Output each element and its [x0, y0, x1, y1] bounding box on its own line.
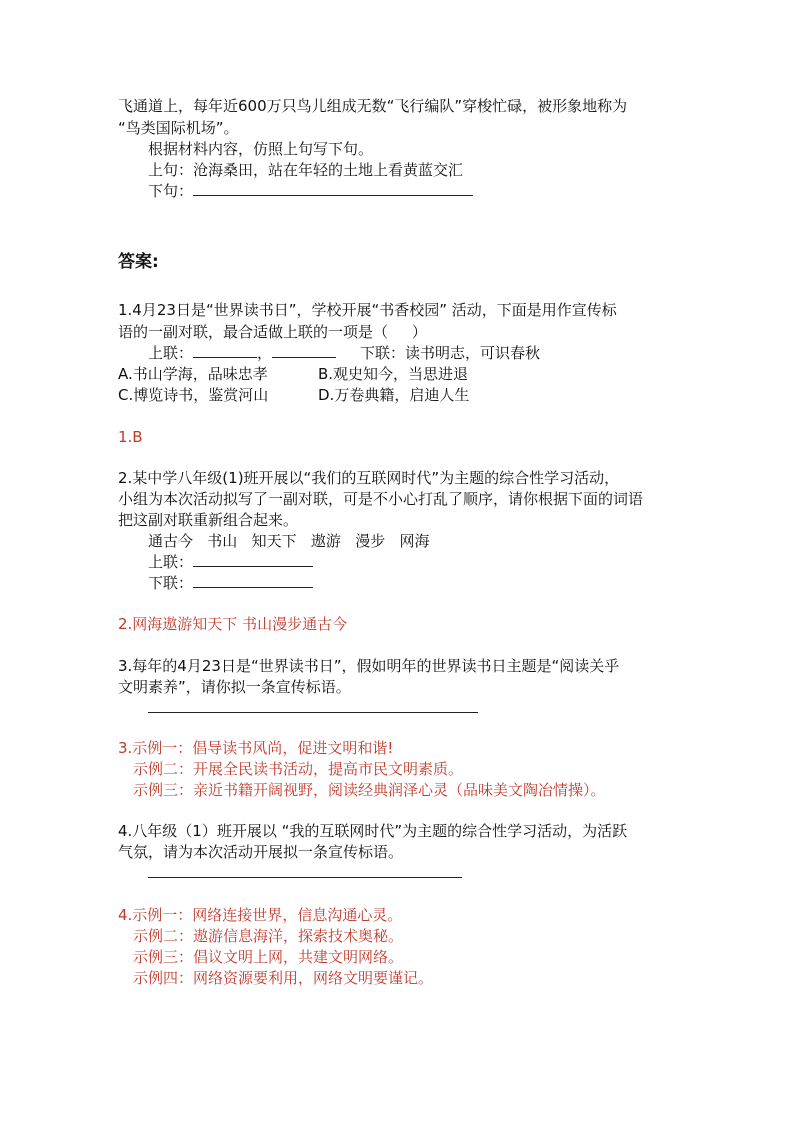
q4-blank-line: [148, 863, 462, 883]
answer-blank: [148, 698, 478, 713]
q1-answer: 1.B: [118, 428, 143, 446]
q1-option-a: A.书山学海，品味忠孝: [118, 365, 268, 383]
q1-line-2: 语的一副对联，最合适做上联的一项是（ ）: [118, 323, 427, 341]
q4-answer-1: 4.示例一：网络连接世界，信息沟通心灵。: [118, 906, 403, 924]
q2-line-2: 小组为本次活动拟写了一副对联，可是不小心打乱了顺序，请你根据下面的词语: [118, 490, 644, 508]
q2-word-list: 通古今 书山 知天下 遨游 漫步 网海: [148, 532, 430, 550]
intro-line-1: 飞通道上，每年近600万只鸟儿组成无数“飞行编队”穿梭忙碌，被形象地称为: [118, 97, 628, 115]
q4-answer-3: 示例三：倡议文明上网，共建文明网络。: [133, 948, 404, 966]
q1-option-d: D.万卷典籍，启迪人生: [318, 386, 470, 404]
q2-upper-label: 上联：: [148, 553, 194, 571]
answers-heading: 答案:: [118, 252, 159, 272]
q3-answer-1: 3.示例一：倡导读书风尚，促进文明和谐!: [118, 739, 394, 757]
q3-blank-line: [148, 698, 478, 718]
q2-line-1: 2.某中学八年级(1)班开展以“我们的互联网时代”为主题的综合性学习活动，: [118, 469, 620, 487]
answer-blank: [148, 863, 462, 878]
answer-blank: [193, 552, 313, 567]
q1-option-c: C.博览诗书，鉴赏河山: [118, 386, 269, 404]
q3-line-1: 3.每年的4月23日是“世界读书日”，假如明年的世界读书日主题是“阅读关乎: [118, 657, 620, 675]
q1-comma: ，: [257, 344, 273, 362]
q4-answer-2: 示例二：遨游信息海洋，探索技术奥秘。: [133, 927, 404, 945]
q1-upper-label: 上联：: [148, 344, 194, 362]
q4-line-1: 4.八年级（1）班开展以 “我的互联网时代”为主题的综合性学习活动，为活跃: [118, 822, 628, 840]
q4-answer-4: 示例四：网络资源要利用，网络文明要谨记。: [133, 969, 434, 987]
intro-upper-sentence: 上句：沧海桑田，站在年轻的土地上看黄蓝交汇: [148, 161, 464, 179]
intro-instruction: 根据材料内容，仿照上句写下句。: [148, 140, 374, 158]
q2-line-3: 把这副对联重新组合起来。: [118, 511, 299, 529]
intro-line-2: “鸟类国际机场”。: [118, 119, 239, 137]
q2-upper: [148, 552, 313, 572]
intro-lower-label: 下句：: [148, 182, 194, 200]
answer-blank: [193, 343, 257, 358]
answer-blank: [272, 343, 336, 358]
q2-lower: [148, 573, 313, 593]
intro-lower-sentence: [148, 181, 473, 201]
q1-couplet-upper: [148, 343, 336, 363]
answer-blank: [193, 181, 473, 196]
q3-answer-3: 示例三：亲近书籍开阔视野，阅读经典润泽心灵（品味美文陶冶情操）。: [133, 781, 606, 799]
q3-answer-2: 示例二：开展全民读书活动，提高市民文明素质。: [133, 760, 464, 778]
q1-couplet-lower: 下联：读书明志，可识春秋: [360, 344, 541, 362]
q1-option-b: B.观史知今，当思进退: [318, 365, 469, 383]
q1-line-1: 1.4月23日是“世界读书日”，学校开展“书香校园” 活动，下面是用作宣传标: [118, 301, 617, 319]
q4-line-2: 气氛，请为本次活动开展拟一条宣传标语。: [118, 843, 404, 861]
q3-line-2: 文明素养”，请你拟一条宣传标语。: [118, 678, 351, 696]
q2-answer: 2.网海遨游知天下 书山漫步通古今: [118, 615, 348, 633]
q2-lower-label: 下联：: [148, 574, 194, 592]
answer-blank: [193, 573, 313, 588]
